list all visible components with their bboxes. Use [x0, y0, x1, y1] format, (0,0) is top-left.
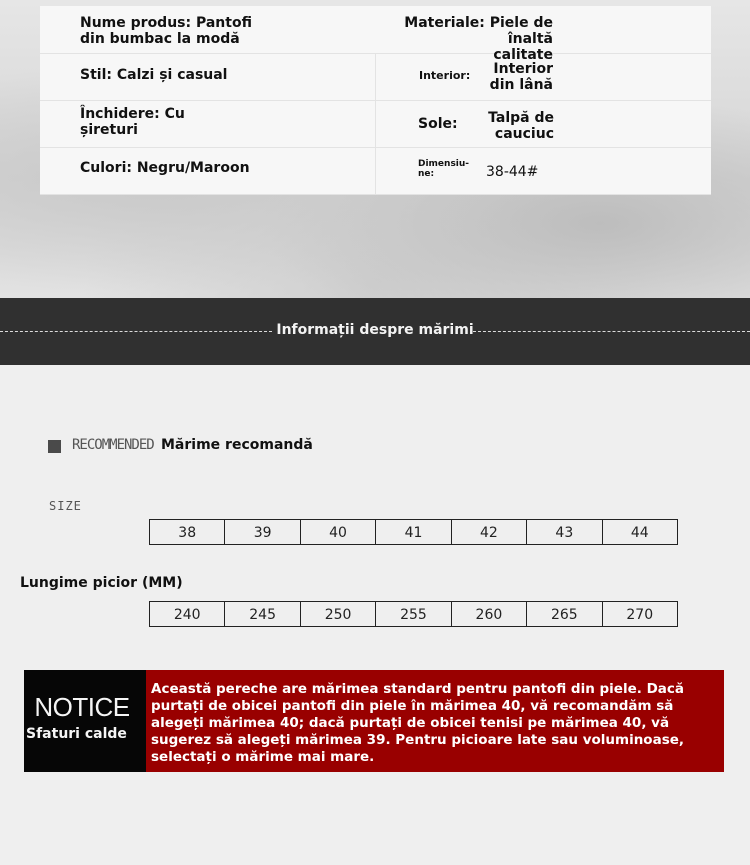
length-cell: 250 [301, 602, 376, 626]
recommended-label-ro: Mărime recomandă [161, 437, 313, 453]
size-cell: 41 [376, 520, 451, 544]
size-label: SIZE [49, 499, 82, 513]
spec-sole-value: Talpă de cauciuc [488, 110, 554, 142]
notice-text: Această pereche are mărimea standard pentru pantofi din piele. Dacă purtați de obicei pantofi din piele în mărimea 40, vă recomandăm să alegeți mărimea 40; dacă purtați de obicei tenisi pe mărimea 40, vă sugerez să alegeți mărimea 39. Pentru picioare late sau voluminoase, selectați o mărime mai mare. [151, 681, 685, 765]
section-band [0, 298, 750, 365]
square-bullet-icon [48, 440, 61, 453]
length-cell: 260 [452, 602, 527, 626]
spec-closure: Închidere: Cu șireturi [80, 106, 185, 138]
size-cell: 42 [452, 520, 527, 544]
dashed-line-right [473, 331, 750, 332]
length-cell: 240 [150, 602, 225, 626]
spec-materials: Materiale: Piele de înaltă calitate [404, 15, 553, 63]
spec-divider [375, 53, 376, 194]
notice-title: NOTICE [34, 692, 130, 722]
notice-panel [24, 670, 146, 772]
length-cell: 270 [626, 607, 654, 623]
section-title: Informații despre mărimi [276, 322, 474, 338]
spec-table [40, 6, 711, 194]
length-cell: 265 [527, 602, 602, 626]
spec-row [40, 6, 711, 63]
length-cell: 245 [225, 602, 300, 626]
spec-colors: Culori: Negru/Maroon [80, 160, 250, 176]
length-row [149, 601, 678, 627]
size-row [149, 519, 678, 545]
size-cell: 43 [527, 520, 602, 544]
spec-sole-key: Sole: [418, 116, 458, 132]
spec-product-name: Nume produs: Pantofi din bumbac la modă [80, 15, 252, 47]
notice-subtitle: Sfaturi calde [26, 726, 127, 742]
size-cell: 39 [225, 520, 300, 544]
spec-style: Stil: Calzi și casual [80, 67, 228, 83]
spec-interior-key: Interior: [419, 69, 471, 82]
recommended-label-en: RECOMMENDED [72, 437, 154, 453]
spec-interior-value: Interior din lână [489, 61, 553, 93]
foot-length-label: Lungime picior (MM) [20, 575, 183, 591]
size-cell: 38 [150, 520, 225, 544]
spec-size-key: Dimensiu- ne: [418, 159, 470, 179]
length-cell: 255 [376, 602, 451, 626]
spec-size-value: 38-44# [486, 164, 539, 180]
notice-message-box [146, 670, 724, 772]
size-cell: 44 [630, 525, 649, 541]
size-cell: 40 [301, 520, 376, 544]
hero-background [0, 0, 750, 298]
